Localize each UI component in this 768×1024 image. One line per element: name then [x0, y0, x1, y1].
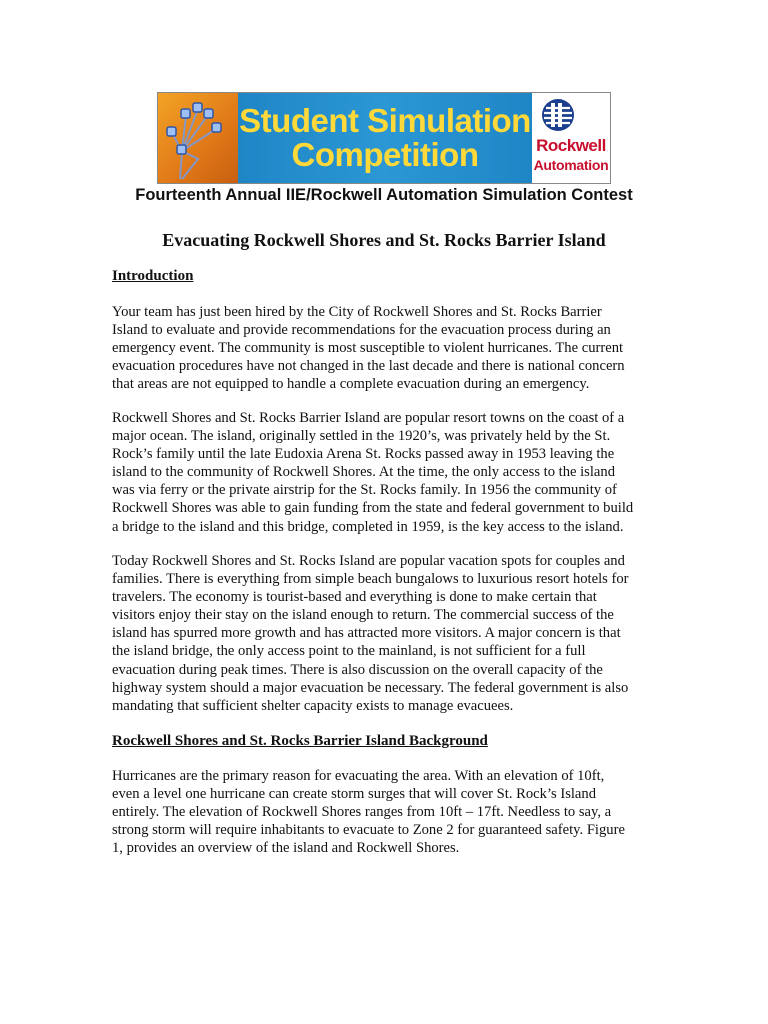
text-line: Rock’s family until the late Eudoxia Arena St. Rocks passed away in 1953 leaving the: [112, 446, 615, 463]
text-line: mandating that sufficient shelter capacity exists to manage evacuees.: [112, 697, 514, 714]
hand-icon: [158, 93, 238, 183]
text-line: the island bridge, the only access point to the mainland, is not sufficient for a full: [112, 643, 586, 660]
logo-rockwell-text: Rockwell: [536, 136, 606, 155]
banner-title: [238, 93, 532, 183]
section-heading-background: Rockwell Shores and St. Rocks Barrier Island Background: [112, 733, 488, 749]
iie-globe-icon: [540, 97, 576, 133]
rockwell-logo: [532, 93, 610, 183]
text-line: Rockwell Shores was able to gain funding from the state and federal government to build: [112, 500, 634, 517]
paragraph: [112, 767, 657, 857]
competition-banner: [157, 92, 611, 184]
text-line: visitors enjoy their stay on the island enough to return. The commercial success of the: [112, 607, 614, 624]
text-line: evacuation procedures have not changed in the last decade and there is national concern: [112, 358, 625, 375]
text-line: highway system should a major evacuation be necessary. The federal government is also: [112, 679, 629, 696]
text-line: major ocean. The island, originally settled in the 1920’s, was privately held by the St.: [112, 428, 611, 445]
paragraph: [112, 409, 657, 536]
text-line: strong storm will require inhabitants to evacuate to Zone 2 for guaranteed safety. Figure: [112, 822, 625, 839]
logo-automation-text: Automation: [533, 157, 609, 173]
section-heading-introduction: Introduction: [112, 268, 194, 284]
text-line: 1, provides an overview of the island and Rockwell Shores.: [112, 840, 460, 857]
contest-title: Fourteenth Annual IIE/Rockwell Automation Simulation Contest: [135, 186, 633, 204]
banner-title-line2: Competition: [291, 136, 479, 173]
paragraph: [112, 303, 657, 393]
text-line: island has spurred more growth and has attracted more visitors. A major concern is that: [112, 625, 621, 642]
text-line: island to the community of Rockwell Shores. At the time, the only access to the island: [112, 464, 615, 481]
banner-title-line1: Student Simulation: [239, 102, 531, 139]
text-line: Rockwell Shores and St. Rocks Barrier Island are popular resort towns on the coast of a: [112, 410, 625, 426]
text-line: Hurricanes are the primary reason for evacuating the area. With an elevation of 10ft,: [112, 768, 605, 784]
text-line: entirely. The elevation of Rockwell Shores ranges from 10ft – 17ft. Needless to say, a: [112, 804, 612, 821]
text-line: travelers. The economy is tourist-based and everything is done to make certain that: [112, 589, 597, 606]
text-line: that areas are not equipped to handle a complete evacuation during an emergency.: [112, 376, 590, 393]
text-line: even a level one hurricane can create storm surges that will cover St. Rock’s Island: [112, 786, 596, 803]
text-line: emergency event. The community is most susceptible to violent hurricanes. The current: [112, 340, 624, 357]
text-line: Today Rockwell Shores and St. Rocks Island are popular vacation spots for couples and: [112, 553, 625, 569]
text-line: was via ferry or the private airstrip for the St. Rocks family. In 1956 the community of: [112, 482, 617, 499]
text-line: evacuation during peak times. There is also discussion on the overall capacity of the: [112, 661, 603, 678]
text-line: families. There is everything from simple beach bungalows to luxurious resort hotels for: [112, 571, 629, 588]
text-line: a bridge to the island and this bridge, completed in 1959, is the key access to the island.: [112, 518, 624, 535]
text-line: Island to evaluate and provide recommendations for the evacuation process during an: [112, 322, 611, 339]
document-title: Evacuating Rockwell Shores and St. Rocks Barrier Island: [162, 230, 606, 250]
text-line: Your team has just been hired by the City of Rockwell Shores and St. Rocks Barrier: [112, 304, 602, 320]
hand-graphic-icon: [158, 93, 238, 183]
paragraph: [112, 552, 657, 715]
